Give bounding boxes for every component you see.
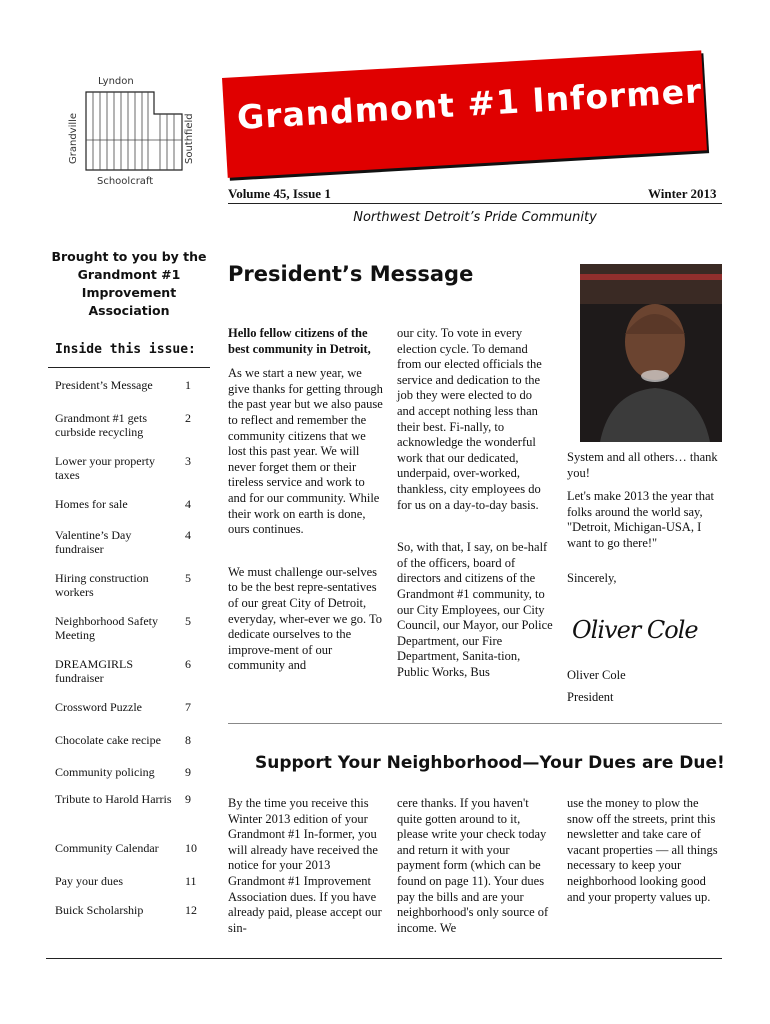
masthead-rule: [228, 203, 722, 204]
toc-item-page: 2: [185, 411, 191, 425]
toc-item-page: 1: [185, 378, 191, 392]
dues-heading: Support Your Neighborhood—Your Dues are Due!: [255, 753, 725, 773]
district-map: [60, 76, 200, 196]
toc-item-page: 4: [185, 528, 191, 542]
toc-item-title: DREAMGIRLS fundraiser: [55, 657, 134, 685]
toc-item-title: Neighborhood Safety Meeting: [55, 614, 158, 642]
president-signoff: [567, 664, 723, 708]
president-column-1: [228, 326, 384, 674]
toc-item-page: 7: [185, 700, 191, 714]
inside-issue-title: Inside this issue:: [55, 342, 196, 357]
toc-item-title: Crossword Puzzle: [55, 700, 142, 714]
president-heading: President’s Message: [228, 262, 474, 286]
toc-item-page: 9: [185, 765, 191, 779]
president-column-2: [397, 326, 553, 680]
president-role: President: [567, 690, 614, 704]
toc-item-title: Community policing: [55, 765, 155, 779]
sidebar-rule: [48, 367, 210, 368]
president-column-3: [567, 450, 723, 586]
toc-item-title: Homes for sale: [55, 497, 128, 511]
president-col3-para2: Let's make 2013 the year that folks around the world say, "Detroit, Michigan-USA, I want to go there!": [567, 489, 714, 550]
toc-item-title: Grandmont #1 gets curbside recycling: [55, 411, 147, 439]
dues-column-1: By the time you receive this Winter 2013 edition of your Grandmont #1 In-former, you will already have received the notice for your 2013 Grandmont #1 Improvement Association dues. If you have already paid, please accept our sin-: [228, 796, 382, 935]
toc-item-page: 4: [185, 497, 191, 511]
toc-item-page: 5: [185, 571, 191, 585]
toc-item-title: Valentine’s Day fundraiser: [55, 528, 132, 556]
president-photo: [580, 264, 722, 442]
issue-season: Winter 2013: [648, 186, 717, 201]
president-col3-para1: System and all others… thank you!: [567, 450, 718, 480]
toc-item-page: 10: [185, 841, 197, 855]
newsletter-title: Grandmont #1 Informer: [236, 71, 704, 137]
dues-column-2: cere thanks. If you haven't quite gotten around to it, please write your check today and return it with your payment form (which can be found on page 11). Your dues pay the bills and are your neighborhood's only source of income. We: [397, 796, 549, 935]
president-col1-para2: We must challenge our-selves to be the best repre-sentatives of our great City of Detroit, everyday, wher-ever we go. To dedicate ourselves to the improve-ment of our community and: [228, 564, 383, 673]
map-label-east: Southfield: [184, 113, 195, 164]
toc-item-title: Lower your property taxes: [55, 454, 155, 482]
closing: Sincerely,: [567, 570, 617, 585]
president-col1-para1: As we start a new year, we give thanks for getting through the past year but we also pause to reflect and remember the community citizens that we lost this past year. We will never forget them or their tireless service and work to and for our community. While their work on earth is done, ours continues.: [228, 366, 383, 537]
map-label-north: Lyndon: [98, 76, 134, 87]
president-greeting: Hello fellow citizens of the best community in Detroit,: [228, 326, 371, 356]
tagline: Northwest Detroit’s Pride Community: [353, 210, 597, 225]
president-signature: Oliver Cole: [572, 616, 698, 644]
toc-item-title: Chocolate cake recipe: [55, 733, 161, 747]
president-col2-para1: our city. To vote in every election cycle. To demand from our elected officials the service and dedication to the job they were elected to do and accept nothing less than their best. Fi-nally, to acknowledge the wonderful work that our dedicated, underpaid, over-worked, thankless, city employees do for us on a day-to-day basis.: [397, 326, 542, 512]
dues-column-3: use the money to plow the snow off the streets, print this newsletter and take care of vacant properties — all things necessary to keep your neighborhood looking good and your property values up.: [567, 796, 718, 904]
toc-item-title: Tribute to Harold Harris: [55, 792, 172, 806]
president-name: Oliver Cole: [567, 668, 626, 682]
map-label-south: Schoolcraft: [97, 176, 154, 187]
brought-by-text: Brought to you by the Grandmont #1 Improvement Association: [51, 249, 207, 318]
footer-rule: [46, 958, 722, 959]
toc-item-title: Pay your dues: [55, 874, 123, 888]
toc-item-page: 3: [185, 454, 191, 468]
toc-item-page: 12: [185, 903, 197, 917]
toc-item-page: 6: [185, 657, 191, 671]
president-col2-para2: So, with that, I say, on be-half of the officers, board of directors and citizens of the Grandmont #1 community, to our City Employees, our City Council, our Mayor, our Police Department, our Fire Department, Sanita-tion, Public Works, Bus: [397, 540, 553, 679]
toc-item-page: 8: [185, 733, 191, 747]
section-divider: [228, 723, 722, 724]
toc-item-title: Community Calendar: [55, 841, 159, 855]
toc-item-title: Buick Scholarship: [55, 903, 144, 917]
toc-item-page: 9: [185, 792, 191, 806]
map-label-west: Grandville: [68, 112, 79, 164]
toc-item-title: Hiring construction workers: [55, 571, 149, 599]
toc-item-page: 11: [185, 874, 197, 888]
toc-item-page: 5: [185, 614, 191, 628]
volume-issue: Volume 45, Issue 1: [228, 186, 331, 201]
district-grid: [84, 90, 184, 172]
toc-item-title: President’s Message: [55, 378, 153, 392]
